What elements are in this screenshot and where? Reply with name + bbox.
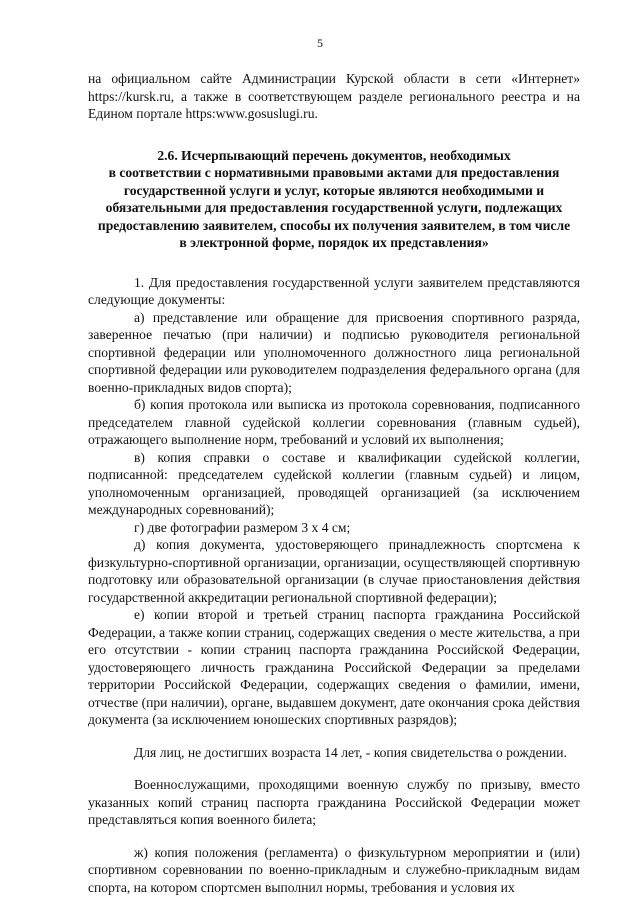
list-item-zh: ж) копия положения (регламента) о физкультурном мероприятии и (или) спортивном соревновании по военно-прикладным и служебно-прикладным видам спорта, на котором спортсмен выполнил нормы, требования и условия их — [88, 844, 580, 895]
list-item-a: а) представление или обращение для присвоения спортивного разряда, заверенное печатью (при наличии) и подписью руководителя региональной спортивной федерации или уполномоченного должностного лица региональной спортивной федерации или руководителем подразделения федерального органа (для военно-прикладных видов спорта); — [88, 309, 580, 395]
note-military: Военнослужащими, проходящими военную службу по призыву, вместо указанных копий страниц паспорта гражданина Российской Федерации может представляться копия военного билета; — [88, 777, 580, 827]
heading-line: обязательными для предоставления государственной услуги, подлежащих — [105, 200, 563, 215]
section-heading — [88, 147, 580, 252]
page-number: 5 — [317, 36, 323, 50]
heading-line: государственной услуги и услуг, которые являются необходимыми и — [123, 182, 545, 198]
paragraph-documents-list: 1. Для предоставления государственной услуги заявителем представляются следующие документы: — [88, 274, 580, 307]
list-item-g: г) две фотографии размером 3 х 4 см; — [134, 519, 351, 535]
document-body — [88, 70, 580, 896]
heading-line: предоставлению заявителем, способы их получения заявителем, в том числе — [97, 217, 571, 233]
heading-line: в соответствии с нормативными правовыми актами для предоставления — [108, 165, 560, 180]
heading-line: в электронной форме, порядок их представления» — [179, 235, 489, 250]
list-item-b: б) копия протокола или выписка из протокола соревнования, подписанного председателем главной судейской коллегии соревнования (главным судьей), отражающего выполнение норм, требований и условий их выполнения; — [88, 397, 580, 447]
note-minors: Для лиц, не достигших возраста 14 лет, - копия свидетельства о рождении. — [134, 744, 567, 760]
list-item-e: е) копии второй и третьей страниц паспорта гражданина Российской Федерации, а также копии страниц, содержащих сведения о месте жительства, а при его отсутствии - копии страниц паспорта гражданина Российской Федерации, удостоверяющего личность гражданина Российской Федерации за пределами территории Российской Федерации, содержащих сведения о фамилии, имени, отчестве (при наличии), органе, выдавшем документ, дате окончания срока действия документа (за исключением юношеских спортивных разрядов); — [88, 607, 580, 727]
list-item-v: в) копия справки о составе и квалификации судейской коллегии, подписанной: председателем судейской коллегии (главным судьей) и лицом, уполномоченным организацией, проводящей организацией (за исключением международных соревнований); — [88, 449, 580, 517]
list-item-d: д) копия документа, удостоверяющего принадлежность спортсмена к физкультурно-спортивной организации, организации, осуществляющей спортивную подготовку или образовательной организации (в случае приостановления действия государственной аккредитации региональной спортивной федерации); — [88, 537, 580, 605]
intro-paragraph: на официальном сайте Администрации Курской области в сети «Интернет» https://kursk.ru, а также в соответствующем разделе регионального реестра и на Едином портале https:www.gosuslugi.ru. — [88, 71, 580, 121]
heading-line: 2.6. Исчерпывающий перечень документов, необходимых — [157, 147, 511, 163]
